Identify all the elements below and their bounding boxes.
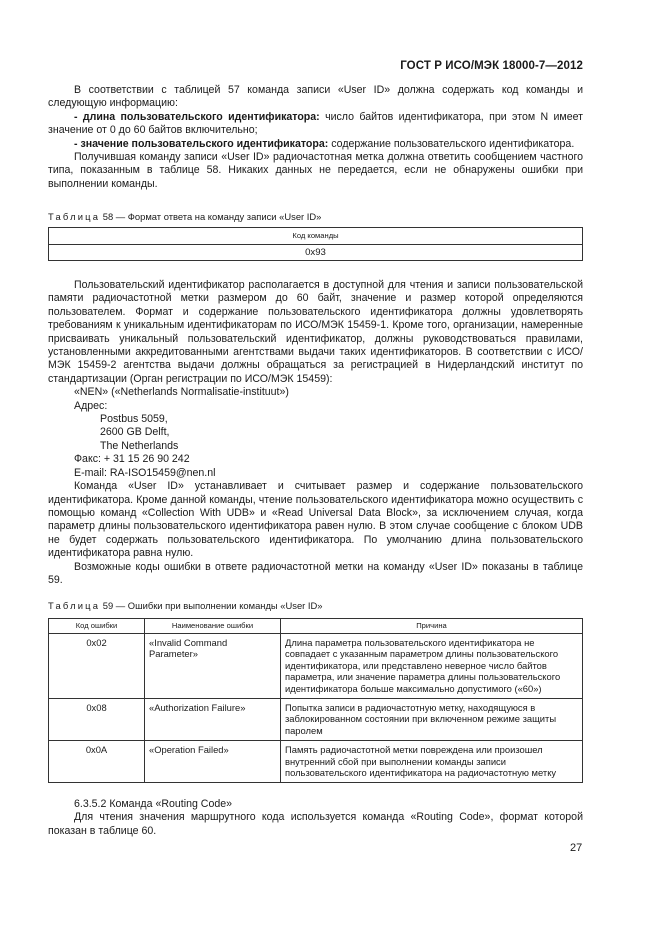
- routing-code-paragraph: Для чтения значения маршрутного кода используется команда «Routing Code», формат которой показан в таблице 60.: [48, 811, 583, 837]
- error-codes-paragraph: Возможные коды ошибки в ответе радиочастотной метки на команду «User ID» показаны в таблице 59.: [48, 560, 583, 586]
- error-name-cell: «Operation Failed»: [145, 741, 281, 783]
- table58-caption: [48, 210, 583, 223]
- table-row: [49, 741, 583, 783]
- table59-header: Наименование ошибки: [145, 619, 281, 634]
- table58-block: [48, 210, 583, 223]
- table-row: [49, 634, 583, 699]
- table59-header: Причина: [281, 619, 583, 634]
- table58-container: [48, 227, 583, 261]
- body-section: [48, 279, 583, 587]
- table59-block: [48, 599, 583, 612]
- intro-paragraph: В соответствии с таблицей 57 команда записи «User ID» должна содержать код команды и следующую информацию:: [48, 84, 583, 110]
- table-caption-text: 59 — Ошибки при выполнении команды «User ID»: [100, 600, 323, 611]
- table58-header: Код команды: [49, 228, 583, 245]
- section-routing-code: [48, 798, 583, 838]
- table59-caption: [48, 599, 583, 612]
- list-item-id-length: [48, 111, 583, 138]
- user-id-paragraph: Пользовательский идентификатор располагается в доступной для чтения и записи пользовательской памяти радиочастотной метки размером до 60 байт, значение и размер которой определяются пользователем. Формат и содержание пользовательского идентификатора должны удовлетворять требованиям к уникальным идентификаторам по ИСО/МЭК 15459-1. Кроме того, организации, намеренные присваивать уникальный пользовательский идентификатор, должны руководствоваться правилами, установленными аккредитованными агентствами выдачи таких идентификаторов. В соответствии с ИСО/МЭК 15459-2 агентства выдачи должны обращаться за регистрацией в Нидерландский институт по стандартизации (Орган регистрации по ИСО/МЭК 15459):: [48, 279, 583, 385]
- error-reason-cell: Длина параметра пользовательского идентификатора не совпадает с указанным параметром длины пользовательского идентификатора, или представлено неверное число байтов параметра, или значение параметра длины пользовательского идентификатора больше максимально допустимого («60»): [281, 634, 583, 699]
- error-code-cell: 0x08: [49, 699, 145, 741]
- list-item-text: число байтов идентификатора, при этом N имеет значение от 0 до 60 байтов включительно;: [48, 110, 583, 137]
- intro-section: [48, 84, 583, 191]
- registration-org: «NEN» («Netherlands Normalisatie-instituut»): [74, 386, 289, 399]
- table-caption-label: Таблица: [48, 211, 101, 222]
- table58: [48, 227, 583, 261]
- address-label: Адрес:: [74, 399, 108, 412]
- error-name-cell: «Invalid Command Parameter»: [145, 634, 281, 699]
- error-code-cell: 0x02: [49, 634, 145, 699]
- list-item-id-value: [48, 138, 583, 151]
- list-item-term: - длина пользовательского идентификатора:: [74, 110, 320, 123]
- error-name-cell: «Authorization Failure»: [145, 699, 281, 741]
- response-paragraph: Получившая команду записи «User ID» радиочастотная метка должна ответить сообщением частного типа, показанным в таблице 58. Никаких данных не передается, если не обнаружены ошибки при выполнении команды.: [48, 151, 583, 190]
- error-code-cell: 0x0A: [49, 741, 145, 783]
- address-line: Postbus 5059,: [100, 413, 168, 426]
- table-caption-text: 58 — Формат ответа на команду записи «User ID»: [100, 211, 322, 222]
- command-description-paragraph: Команда «User ID» устанавливает и считывает размер и содержание пользовательского идентификатора. Кроме данной команды, чтение пользовательского идентификатора можно осуществить с помощью команд «Collection With UDB» и «Read Universal Data Block», за исключением случая, когда параметр длины пользовательского идентификатора равен нулю. В этом случае сообщение с блоком UDB не будет содержать пользовательского идентификатора. По умолчанию длина пользовательского идентификатора равна нулю.: [48, 480, 583, 560]
- table58-cell: 0x93: [49, 245, 583, 261]
- list-item-text: содержание пользовательского идентификатора.: [328, 137, 575, 150]
- error-reason-cell: Попытка записи в радиочастотную метку, находящуюся в заблокированном состоянии при включенном режиме защиты паролем: [281, 699, 583, 741]
- page-number: 27: [570, 842, 583, 854]
- fax-number: Факс: + 31 15 26 90 242: [74, 453, 190, 466]
- error-reason-cell: Память радиочастотной метки повреждена или произошел внутренний сбой при выполнении команды записи пользовательского идентификатора на радиочастотную метку: [281, 741, 583, 783]
- address-line: The Netherlands: [100, 439, 179, 452]
- email-address: E-mail: RA-ISO15459@nen.nl: [74, 466, 216, 479]
- table59-header: Код ошибки: [49, 619, 145, 634]
- table59: [48, 618, 583, 783]
- table-caption-label: Таблица: [48, 600, 101, 611]
- list-item-term: - значение пользовательского идентификатора:: [74, 137, 329, 150]
- section-heading: 6.3.5.2 Команда «Routing Code»: [74, 798, 233, 810]
- table-row: [49, 699, 583, 741]
- table59-container: [48, 618, 583, 783]
- address-line: 2600 GB Delft,: [100, 426, 170, 439]
- document-header: ГОСТ Р ИСО/МЭК 18000-7—2012: [400, 60, 583, 72]
